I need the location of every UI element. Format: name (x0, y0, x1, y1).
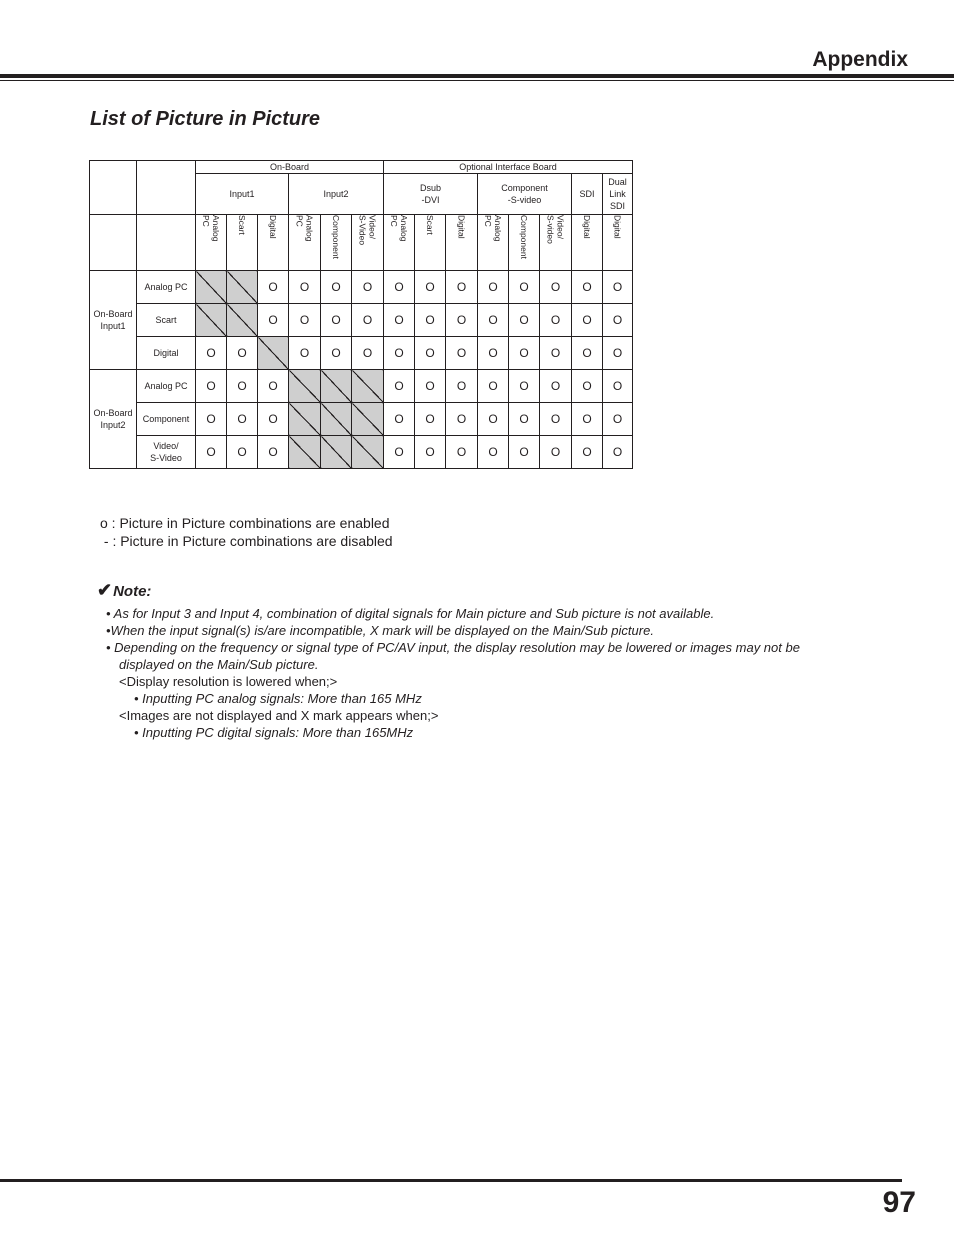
enabled-mark: O (268, 279, 278, 294)
enabled-mark: O (612, 345, 623, 360)
enabled-cell (446, 370, 478, 403)
enabled-mark: O (550, 312, 561, 327)
enabled-cell (478, 271, 509, 304)
column-header (289, 215, 321, 271)
enabled-mark: O (488, 345, 498, 360)
enabled-mark: O (394, 444, 404, 459)
enabled-mark: O (425, 444, 435, 459)
enabled-cell (227, 370, 258, 403)
page-number: 97 (882, 1186, 916, 1219)
enabled-cell (384, 337, 415, 370)
enabled-cell (446, 271, 478, 304)
column-header-label: Digital (456, 215, 467, 239)
column-header (321, 215, 352, 271)
column-header (196, 215, 227, 271)
enabled-mark: O (550, 411, 561, 426)
enabled-mark: O (456, 345, 467, 360)
enabled-mark: O (612, 444, 623, 459)
enabled-mark: O (362, 345, 373, 360)
column-header (227, 215, 258, 271)
enabled-cell (258, 271, 289, 304)
enabled-cell (603, 304, 633, 337)
row-label: Component (137, 403, 196, 436)
enabled-cell (352, 337, 384, 370)
disabled-cell (227, 271, 258, 304)
disabled-cell (321, 436, 352, 469)
enabled-cell (603, 436, 633, 469)
enabled-mark: O (394, 345, 404, 360)
condition-item: • Inputting PC digital signals: More than 165MHz (134, 725, 414, 740)
disabled-cell (352, 370, 384, 403)
enabled-cell (258, 436, 289, 469)
enabled-cell (603, 337, 633, 370)
enabled-cell (415, 271, 446, 304)
enabled-cell (540, 304, 572, 337)
column-header (478, 215, 509, 271)
enabled-mark: O (582, 378, 592, 393)
enabled-mark: O (331, 279, 341, 294)
enabled-mark: O (519, 378, 529, 393)
legend-enabled: o : Picture in Picture combinations are enabled (100, 515, 390, 531)
enabled-cell (572, 337, 603, 370)
enabled-cell (478, 403, 509, 436)
column-header-label: Analog PC (201, 215, 221, 242)
enabled-cell (509, 403, 540, 436)
row-label: Analog PC (137, 370, 196, 403)
note-bullet: • Depending on the frequency or signal type of PC/AV input, the display resolution may be lowered or images may not be (106, 640, 800, 655)
enabled-mark: O (206, 444, 216, 459)
column-header (258, 215, 289, 271)
enabled-cell (509, 370, 540, 403)
table-row (90, 436, 633, 469)
subheader-input2: Input2 (289, 174, 384, 215)
enabled-cell (603, 403, 633, 436)
enabled-mark: O (582, 411, 592, 426)
enabled-cell (446, 337, 478, 370)
enabled-cell (603, 271, 633, 304)
enabled-mark: O (488, 378, 498, 393)
column-header (384, 215, 415, 271)
footer-rule (0, 1179, 902, 1182)
enabled-cell (384, 436, 415, 469)
disabled-cell (227, 304, 258, 337)
enabled-mark: O (488, 312, 498, 327)
row-label: Analog PC (137, 271, 196, 304)
enabled-mark: O (519, 279, 529, 294)
enabled-cell (415, 436, 446, 469)
enabled-cell (478, 436, 509, 469)
enabled-cell (384, 370, 415, 403)
enabled-mark: O (582, 312, 592, 327)
table-row (90, 370, 633, 403)
enabled-cell (227, 403, 258, 436)
header-rule (0, 74, 954, 78)
enabled-cell (446, 304, 478, 337)
enabled-mark: O (237, 444, 247, 459)
enabled-mark: O (331, 312, 341, 327)
enabled-cell (572, 304, 603, 337)
enabled-mark: O (299, 312, 310, 327)
enabled-cell (258, 370, 289, 403)
enabled-cell (478, 304, 509, 337)
enabled-mark: O (206, 378, 216, 393)
enabled-mark: O (362, 312, 373, 327)
column-header (603, 215, 633, 271)
disabled-cell (258, 337, 289, 370)
enabled-cell (384, 271, 415, 304)
enabled-mark: O (582, 279, 592, 294)
row-group-input2: On-Board Input2 (90, 370, 137, 469)
enabled-mark: O (425, 312, 435, 327)
enabled-mark: O (550, 378, 561, 393)
column-header-label: Digital (612, 215, 623, 239)
table-row (90, 304, 633, 337)
enabled-mark: O (237, 411, 247, 426)
enabled-mark: O (550, 279, 561, 294)
column-header-label: Scart (237, 215, 247, 235)
enabled-mark: O (582, 444, 592, 459)
enabled-mark: O (550, 345, 561, 360)
column-header-label: Video/ S-video (545, 215, 566, 244)
enabled-cell (352, 271, 384, 304)
note-bullet: •When the input signal(s) is/are incompatible, X mark will be displayed on the Main/Sub picture. (106, 623, 654, 638)
note-bullet: • As for Input 3 and Input 4, combination of digital signals for Main picture and Sub picture is not available. (106, 606, 715, 621)
condition-heading: <Display resolution is lowered when;> (119, 674, 338, 689)
pip-table (89, 160, 633, 469)
enabled-cell (289, 304, 321, 337)
subheader-input1: Input1 (196, 174, 289, 215)
enabled-mark: O (550, 444, 561, 459)
enabled-cell (446, 436, 478, 469)
enabled-mark: O (394, 279, 404, 294)
enabled-mark: O (612, 411, 623, 426)
disabled-cell (289, 403, 321, 436)
enabled-cell (289, 337, 321, 370)
note-bullet-continuation: displayed on the Main/Sub picture. (119, 657, 319, 672)
enabled-mark: O (519, 444, 529, 459)
enabled-mark: O (488, 444, 498, 459)
header-rule-thin (0, 80, 954, 81)
disabled-cell (352, 436, 384, 469)
column-header (540, 215, 572, 271)
note-heading-label: Note: (113, 583, 152, 600)
disabled-cell (321, 370, 352, 403)
notes-list (106, 605, 896, 741)
enabled-mark: O (519, 345, 529, 360)
legend (100, 514, 393, 550)
column-header (572, 215, 603, 271)
column-header-label: Component (331, 215, 341, 259)
row-label: Digital (137, 337, 196, 370)
column-header-label: Analog PC (294, 215, 315, 242)
enabled-mark: O (206, 345, 216, 360)
enabled-cell (321, 304, 352, 337)
enabled-cell (572, 370, 603, 403)
group-header-onboard: On-Board (196, 161, 384, 174)
enabled-mark: O (425, 279, 435, 294)
corner-cell (137, 161, 196, 215)
enabled-cell (572, 403, 603, 436)
enabled-mark: O (268, 312, 278, 327)
enabled-mark: O (394, 312, 404, 327)
table-row (90, 337, 633, 370)
corner-cell (90, 161, 137, 215)
enabled-cell (415, 403, 446, 436)
row-group-input1: On-Board Input1 (90, 271, 137, 370)
column-header-label: Analog PC (483, 215, 503, 242)
enabled-mark: O (488, 279, 498, 294)
enabled-cell (196, 403, 227, 436)
enabled-mark: O (237, 378, 247, 393)
corner-cell (137, 215, 196, 271)
enabled-mark: O (612, 279, 623, 294)
column-header-label: Analog PC (389, 215, 409, 242)
enabled-cell (415, 370, 446, 403)
row-label: Scart (137, 304, 196, 337)
legend-disabled: - : Picture in Picture combinations are disabled (100, 533, 393, 549)
check-icon: ✔ (97, 580, 113, 600)
enabled-cell (478, 370, 509, 403)
column-header-label: Video/ S-Video (357, 215, 378, 246)
note-heading (97, 580, 151, 601)
enabled-mark: O (206, 411, 216, 426)
enabled-mark: O (456, 411, 467, 426)
enabled-cell (384, 304, 415, 337)
enabled-cell (509, 304, 540, 337)
enabled-cell (196, 337, 227, 370)
column-header-label: Scart (425, 215, 435, 235)
corner-cell (90, 215, 137, 271)
enabled-cell (540, 337, 572, 370)
enabled-mark: O (456, 444, 467, 459)
column-header (446, 215, 478, 271)
enabled-cell (258, 304, 289, 337)
enabled-cell (415, 304, 446, 337)
enabled-cell (258, 403, 289, 436)
enabled-mark: O (612, 378, 623, 393)
enabled-cell (289, 271, 321, 304)
subheader-dsub-dvi: Dsub -DVI (384, 174, 478, 215)
enabled-mark: O (425, 411, 435, 426)
column-header-label: Component (519, 215, 529, 259)
condition-heading: <Images are not displayed and X mark appears when;> (119, 708, 439, 723)
page-title: List of Picture in Picture (90, 108, 321, 130)
enabled-cell (603, 370, 633, 403)
enabled-mark: O (394, 411, 404, 426)
enabled-cell (478, 337, 509, 370)
enabled-cell (227, 436, 258, 469)
table-row (90, 271, 633, 304)
column-header (509, 215, 540, 271)
enabled-cell (384, 403, 415, 436)
enabled-cell (540, 271, 572, 304)
table-row (90, 403, 633, 436)
enabled-cell (196, 370, 227, 403)
enabled-cell (196, 436, 227, 469)
row-label: Video/ S-Video (137, 436, 196, 469)
enabled-mark: O (519, 411, 529, 426)
subheader-dual-link-sdi: Dual Link SDI (603, 174, 633, 215)
enabled-mark: O (268, 444, 278, 459)
disabled-cell (321, 403, 352, 436)
enabled-mark: O (612, 312, 623, 327)
enabled-cell (540, 436, 572, 469)
subheader-component-svideo: Component -S-video (478, 174, 572, 215)
enabled-cell (572, 271, 603, 304)
enabled-cell (352, 304, 384, 337)
enabled-mark: O (331, 345, 341, 360)
subheader-sdi: SDI (572, 174, 603, 215)
enabled-mark: O (362, 279, 373, 294)
column-header-label: Digital (582, 215, 592, 239)
enabled-cell (446, 403, 478, 436)
enabled-mark: O (237, 345, 247, 360)
enabled-mark: O (425, 378, 435, 393)
enabled-mark: O (394, 378, 404, 393)
enabled-cell (540, 370, 572, 403)
enabled-cell (572, 436, 603, 469)
enabled-mark: O (519, 312, 529, 327)
enabled-mark: O (456, 378, 467, 393)
section-title: Appendix (812, 48, 908, 71)
group-header-optional: Optional Interface Board (384, 161, 633, 174)
disabled-cell (289, 436, 321, 469)
enabled-cell (415, 337, 446, 370)
disabled-cell (352, 403, 384, 436)
enabled-mark: O (268, 411, 278, 426)
enabled-mark: O (268, 378, 278, 393)
enabled-cell (509, 436, 540, 469)
enabled-mark: O (299, 279, 310, 294)
disabled-cell (289, 370, 321, 403)
enabled-mark: O (425, 345, 435, 360)
column-header (352, 215, 384, 271)
column-header-label: Digital (268, 215, 278, 239)
column-header (415, 215, 446, 271)
enabled-cell (540, 403, 572, 436)
enabled-mark: O (456, 312, 467, 327)
enabled-cell (509, 271, 540, 304)
enabled-mark: O (582, 345, 592, 360)
enabled-mark: O (488, 411, 498, 426)
enabled-cell (321, 337, 352, 370)
condition-item: • Inputting PC analog signals: More than 165 MHz (134, 691, 422, 706)
enabled-cell (509, 337, 540, 370)
enabled-cell (227, 337, 258, 370)
disabled-cell (196, 304, 227, 337)
enabled-mark: O (299, 345, 310, 360)
enabled-mark: O (456, 279, 467, 294)
enabled-cell (321, 271, 352, 304)
disabled-cell (196, 271, 227, 304)
